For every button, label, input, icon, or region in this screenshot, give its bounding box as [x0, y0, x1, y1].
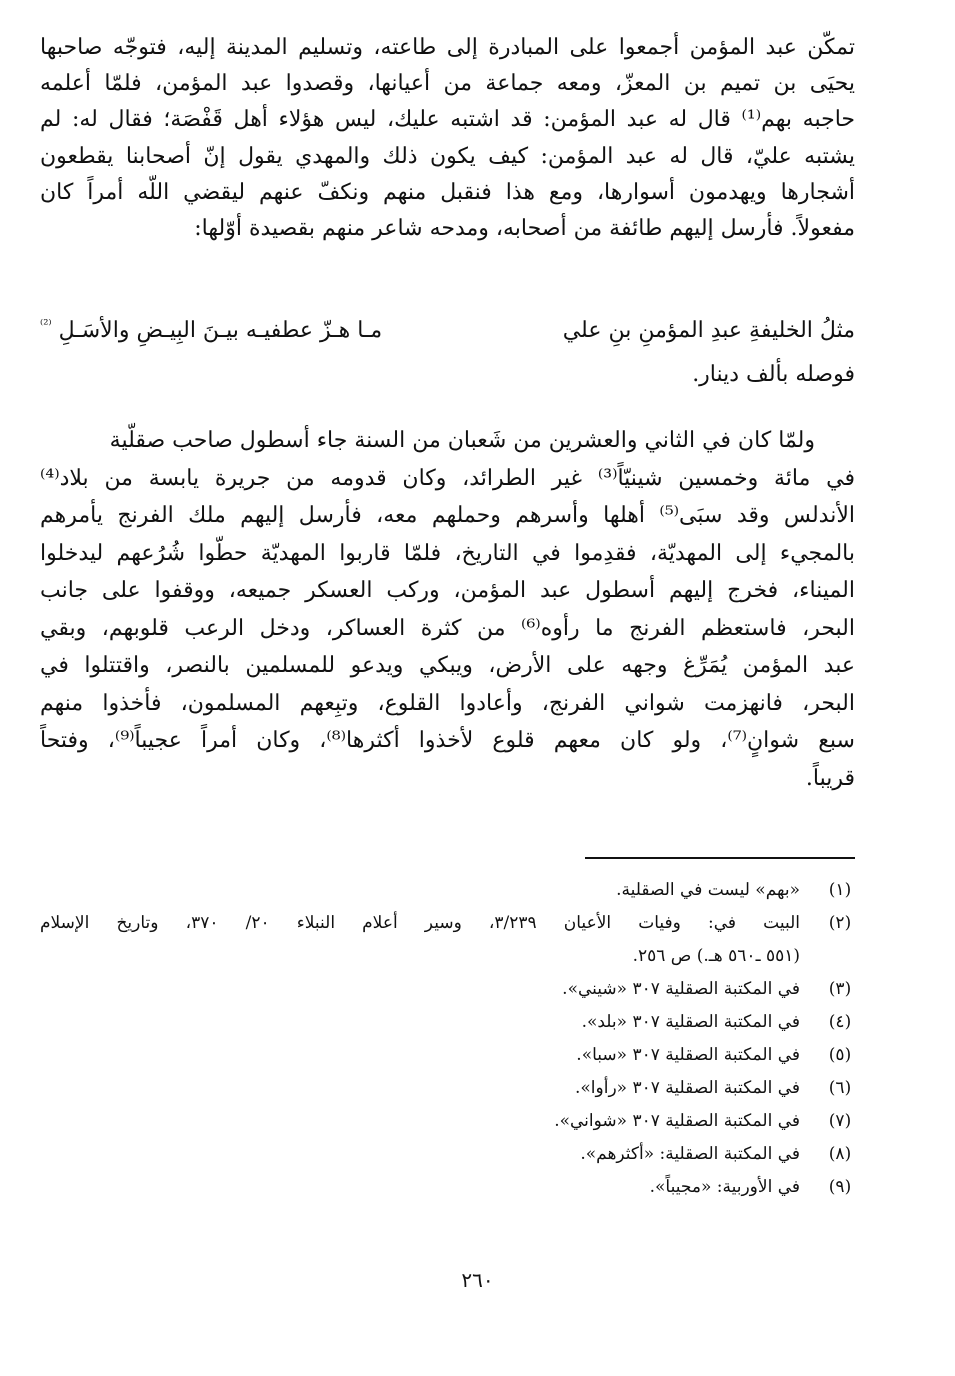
text-line: أشجارها ويهدمون أسوارها، ومع هذا فنقبل منهم ونكفّ عنهم ليقضي اللّه أمراً كان — [40, 179, 855, 205]
footnote — [40, 1012, 860, 1045]
text-line: حاجبه بهم⁽¹⁾ قال له عبد المؤمن: قد اشتبه عليك، ليس هؤلاء أهل قَفْصَة؛ فقال له: لم — [40, 107, 855, 133]
text-line: بالمجيء إلى المهديّة، فقدِموا في التاريخ، فلمّا قاربوا المهديّة حطّوا شُرُعهم ليدخلوا — [40, 540, 855, 566]
footnote-number: (٥) — [828, 1045, 852, 1065]
text-line: قريباً. — [805, 765, 855, 791]
footnote-number: (٦) — [828, 1078, 852, 1098]
text-line: عبد المؤمن يُمَرِّغ وجهه على الأرض، ويبكي ويدعو للمسلمين بالنصر، واقتتلوا في — [40, 653, 855, 678]
page-number: ٢٦٠ — [461, 1268, 494, 1292]
poem-hemistich-2 — [40, 318, 382, 343]
text-line: في مائة وخمسين شينيّاً⁽³⁾ غير الطرائد، وكان قدومه من جريرة يابسة من بلاد⁽⁴⁾ — [40, 465, 855, 491]
footnote — [40, 880, 860, 913]
poem-after-text: فوصله بألف دينار. — [692, 362, 855, 387]
footnote-number: (١) — [828, 880, 852, 900]
footnote-number: (٣) — [828, 979, 852, 999]
text-line: سبع شوانٍ⁽⁷⁾، ولو كان معهم قلوع لأخذوا أكثرها⁽⁸⁾، وكان أمراً عجيباً⁽⁹⁾، وفتحاً — [40, 728, 855, 753]
text-line: يحيَى بن تميم بن المعزّ، ومعه جماعة من أعيانها، وقصدوا عبد المؤمن، فلمّا أعلمه — [40, 71, 855, 97]
poem-verse — [40, 318, 855, 358]
footnote-number: (٤) — [828, 1012, 852, 1032]
paragraph-2 — [40, 422, 855, 797]
paragraph-1 — [40, 30, 855, 247]
footnote-continuation — [40, 946, 860, 979]
text-line: البحر، فانهزمت شواني الفرنج، وأعادوا القلوع، وتبِعهم المسلمون، فأخذوا منهم — [40, 690, 855, 716]
footnote-number: (٨) — [828, 1144, 852, 1164]
text-line: الميناء، فخرج إليهم أسطول عبد المؤمن، وركب العسكر جميعه، ووقفوا على جانب — [40, 578, 855, 603]
text-line: يشتبه عليّ، قال له عبد المؤمن: كيف يكون ذلك والمهدي يقول إنّ أصحابنا يقطعون — [40, 143, 855, 169]
footnote — [40, 1078, 860, 1111]
footnote — [40, 1111, 860, 1144]
footnote-divider — [585, 857, 855, 859]
poem-hemistich-2-text: مـا هـزّ عطفيـه بيـنَ البِيـضِ والأسَـلِ — [58, 318, 383, 343]
footnote-text: في المكتبة الصقلية ٣٠٧ «رأوا». — [574, 1078, 800, 1098]
text-line: مفعولاً. فأرسل إليهم طائفة من أصحابه، ومدحه شاعر منهم بقصيدة أوّلها: — [194, 215, 855, 241]
footnote-text: في المكتبة الصقلية ٣٠٧ «بلد». — [581, 1012, 800, 1032]
text-line: الأندلس وقد سبَى⁽⁵⁾ أهلها وأسرهم وحملهم معه، فأرسل إليهم ملك الفرنج يأمرهم — [40, 503, 855, 528]
footnote-number: (٢) — [828, 913, 852, 933]
footnote — [40, 1144, 860, 1177]
text-line: تمكّن عبد المؤمن أجمعوا على المبادرة إلى طاعته، وتسليم المدينة إليه، فتوجّه صاحبها — [40, 35, 855, 60]
footnote-ref: ⁽²⁾ — [40, 317, 52, 333]
poem-hemistich-1: مثلُ الخليفةِ عبدِ المؤمنِ بنِ علي — [562, 318, 855, 343]
footnote-text: البيت في: وفيات الأعيان ٣/٢٣٩، وسير أعلام النبلاء ٢٠/ ٣٧٠، وتاريخ الإسلام — [40, 913, 801, 933]
footnote-text: في المكتبة الصقلية: «أكثرهم». — [580, 1144, 800, 1164]
footnote-text: في المكتبة الصقلية ٣٠٧ «سبا». — [576, 1045, 800, 1065]
text-line: البحر، فاستعظم الفرنج ما رأوه⁽⁶⁾ من كثرة العساكر، ودخل الرعب قلوبهم، وبقي — [40, 615, 855, 641]
footnote-number: (٩) — [828, 1177, 852, 1197]
footnote — [40, 979, 860, 1012]
footnote — [40, 1045, 860, 1078]
footnote-text: في المكتبة الصقلية ٣٠٧ «شواني». — [554, 1111, 800, 1131]
footnote-text: في المكتبة الصقلية ٣٠٧ «شيني». — [562, 979, 800, 999]
footnote-text: في الأوربية: «مجيباً». — [649, 1177, 800, 1197]
footnotes — [40, 880, 860, 1210]
footnote-text: «بهم» ليست في الصقلية. — [616, 880, 800, 900]
footnote-text: (٥٥١ ـ٥٦٠ هـ.) ص ٢٥٦. — [632, 946, 800, 966]
footnote-number: (٧) — [828, 1111, 852, 1131]
footnote — [40, 913, 860, 946]
footnote — [40, 1177, 860, 1210]
text-line: ولمّا كان في الثاني والعشرين من شَعبان من السنة جاء أسطول صاحب صقلّية — [109, 428, 815, 453]
